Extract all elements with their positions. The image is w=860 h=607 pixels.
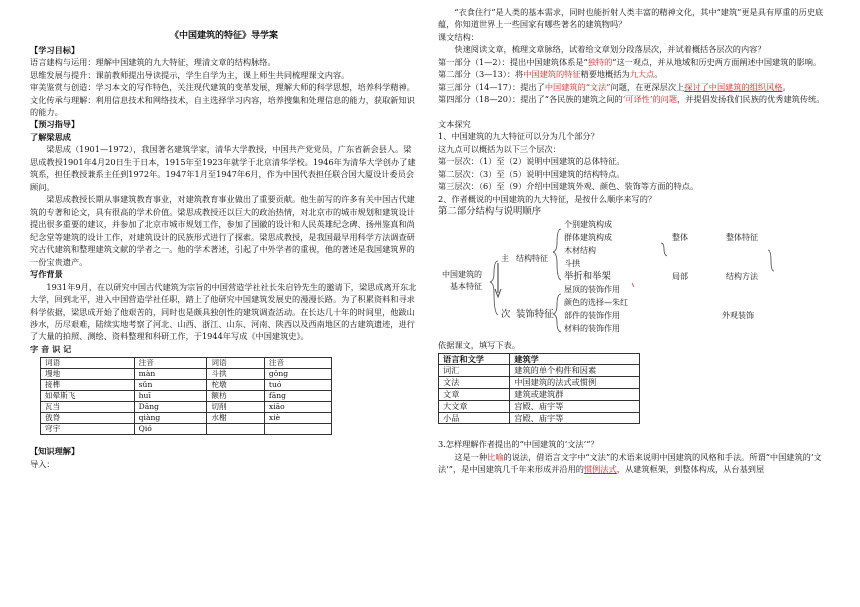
part-4 xyxy=(438,93,836,105)
table-cell: 文章 xyxy=(439,388,510,400)
table-cell: 切削 xyxy=(207,402,265,413)
intro-label: 导入： xyxy=(30,458,55,469)
question-2: 2、作者概说的中国建筑的九大特征，是按什么顺序来写的？ xyxy=(438,193,657,204)
diagram-item: 斗拱 xyxy=(564,259,580,269)
diagram-item: 个别建筑构成 xyxy=(564,220,612,230)
table-cell: 建筑的单个构件和因素 xyxy=(510,365,640,377)
diagram-lines xyxy=(438,205,836,339)
text: 精要地概括为 xyxy=(580,69,630,80)
table-cell: 词语 xyxy=(207,358,265,369)
diagram-struct: 结构特征 xyxy=(516,254,548,264)
structure-heading: 课文结构： xyxy=(438,31,479,42)
diagram-method: 结构方法 xyxy=(726,272,758,282)
table-cell xyxy=(207,424,265,435)
table-cell: 穹宇 xyxy=(41,424,135,435)
goal-item: 思维发展与提升：课前教师提出导读提示，学生自学为主，课上师生共同梳理课文内容。 xyxy=(30,69,350,80)
spacer xyxy=(438,424,836,438)
table-cell: 斗拱 xyxy=(207,369,265,380)
table-cell: 戗脊 xyxy=(41,413,135,424)
table-cell: 注音 xyxy=(134,358,207,369)
goal-item: 审美鉴赏与创造：学习本文的写作特色，关注现代建筑的变革发展，理解大师的科学思想，培养科学精神。 xyxy=(30,82,415,93)
diagram-item: 木材结构 xyxy=(564,246,596,256)
table-cell: qiàng xyxy=(134,413,207,424)
page-title: 《中国建筑的特征》导学案 xyxy=(169,31,278,41)
level-1: 第一层次：（1）至（2）说明中国建筑的总体特征。 xyxy=(438,156,625,167)
left-column xyxy=(30,0,418,470)
table-cell: xiāo xyxy=(264,402,331,413)
diagram-item: 群体建筑构成 xyxy=(564,233,612,243)
text: ，从建筑框架，到整体构成，从台基到屋 xyxy=(616,464,765,475)
diagram-outer: 外观装饰 xyxy=(722,311,754,321)
level-3: 第三层次：（6）至（9）介绍中国建筑外观、颜色、装饰等方面的特点。 xyxy=(438,181,699,192)
diagram-sub: 次 xyxy=(501,309,511,321)
answer-3 xyxy=(438,451,836,476)
table-cell: 建筑学 xyxy=(510,353,640,365)
table-cell: gǒng xyxy=(264,369,331,380)
table-cell: 词语 xyxy=(41,358,135,369)
table-cell: 如晕斯飞 xyxy=(41,391,135,402)
table-cell: 水榭 xyxy=(207,413,265,424)
spacer xyxy=(438,106,836,118)
diagram-item: 举折和举架 xyxy=(564,271,611,283)
text: 这是一种 xyxy=(454,451,488,462)
highlight: 中国建筑的“文法” xyxy=(544,81,611,92)
diagram-item: 材料的装饰作用 xyxy=(564,324,620,334)
author-heading: 了解梁思成 xyxy=(30,131,71,142)
table-cell: 中国建筑的法式或惯例 xyxy=(510,377,640,389)
vocab-table xyxy=(40,357,332,435)
diagram-item: 屋顶的装饰作用 xyxy=(564,285,620,295)
text: 问题，在更深层次上 xyxy=(610,81,685,92)
diagram-item: 颜色的选择—朱红 xyxy=(564,298,628,308)
text: 。 xyxy=(782,81,791,92)
diagram-title: 第二部分结构与说明顺序 xyxy=(438,206,542,218)
table-row xyxy=(41,402,332,413)
text: 第二部分（3—13）：将 xyxy=(438,69,524,80)
table-cell: sǔn xyxy=(134,380,207,391)
right-column xyxy=(438,6,836,476)
table-row xyxy=(41,369,332,380)
diagram-part: 局部 xyxy=(672,272,688,282)
answer-1: 这九点可以概括为以下三个层次： xyxy=(438,143,561,154)
table-row xyxy=(41,391,332,402)
background-heading: 写作背景 xyxy=(30,269,63,280)
table-row xyxy=(41,424,332,435)
text: 第一部分（1—2）：提出中国建筑体系是“ xyxy=(438,56,588,67)
vocab-heading: 字 音 识 记 xyxy=(30,343,72,354)
goal-item: 语言建构与运用：理解中国建筑的九大特征，理清文章的结构脉络。 xyxy=(30,57,276,68)
table-cell: 柁墩 xyxy=(207,380,265,391)
background-paragraph: 1931年9月，在以研究中国古代建筑为宗旨的中国营造学社社长朱启钤先生的邀请下，梁思成离开东北大学，回到北平，进入中国营造学社任职，踏上了他研究中国建筑发展史的漫漫长路。为了积累资料和寻求科学依据，梁思成开始了他艰苦的，同时也是颇具独创性的建筑调查活动。在长达几十年的时间里，他跋山涉水，历尽艰难，陆续实地考察了河北、山西、浙江、山东、河南、陕西以及西南地区的古建筑遗迹，进行了大量的拍照、测绘、资料整理和科研工作，于1944年写成《中国建筑史》。 xyxy=(30,281,417,342)
table-cell: huī xyxy=(134,391,207,402)
text: 的说法，借语言文字中“文法”的术语来说明中国建筑的风格和手法。所谓“中国建筑的‘文法’”，是中国建筑几千年来形成并沿用的 xyxy=(438,451,822,475)
diagram-whole: 整体 xyxy=(672,233,688,243)
table-cell xyxy=(264,424,331,435)
table-cell: 小品 xyxy=(439,412,510,424)
author-paragraph: 梁思成教授长期从事建筑教育事业，对建筑教育事业做出了重要贡献。他生前写的许多有关中国古代建筑的专著和论文，具有很高的学术价值。梁思成教授还以巨大的政治热情，对北京市的城市规划和建筑设计提出很多重要的建议，并参加了北京市城市规划工作，参加了国徽的设计和人民英雄纪念碑、扬州鉴真和尚纪念堂等建筑的设计工作，对建筑设计的民族形式进行了探索。梁思成教授，是我国最早用科学方法调查研究古代建筑和整理建筑文献的学者之一。他的学术著述，引起了中外学者的重视，他的著述是我国建筑界的一份宝贵遗产。 xyxy=(30,194,415,267)
table-row xyxy=(439,377,640,389)
diagram-root-1: 中国建筑的 xyxy=(442,270,482,280)
table-cell: 额枋 xyxy=(207,391,265,402)
table-cell: 宫殿、庙宇等 xyxy=(510,400,640,412)
explore-heading: 文本探究 xyxy=(438,118,471,129)
table-cell: 接榫 xyxy=(41,380,135,391)
goal-item: 文化传承与理解：利用信息技术和网络技术，自主选择学习内容，培养搜集和处理信息的能力，获取新知识的能力。 xyxy=(30,94,415,118)
highlight: 独特的 xyxy=(587,56,613,67)
text: ”这一观点，并从地域和历史两方面阐述中国建筑的影响。 xyxy=(612,56,822,67)
highlight: 探讨了中国建筑的组织风格 xyxy=(684,81,783,92)
author-paragraph: 梁思成（1901—1972），我国著名建筑学家，清华大学教授，中国共产党党员，广东省新会县人。梁思成教授1901年4月20日生于日本，1915年至1923年就学于北京清华学校。1946年为清华大学创办了建筑系，担任教授兼系主任到1972年。1947年1月至1947年6月，作为中国代表担任联合国大厦设计委员会顾问。 xyxy=(30,144,416,192)
spacer xyxy=(30,435,418,445)
text: 。 xyxy=(654,69,663,80)
table-cell: 墁地 xyxy=(41,369,135,380)
preview-heading: 【预习指导】 xyxy=(30,119,80,130)
table-cell: 注音 xyxy=(264,358,331,369)
intro-paragraph: “衣食住行”是人类的基本需求，同时也能折射人类丰富的精神文化，其中“建筑”更是具有厚重的历史底蕴，你知道世界上一些国家有哪些著名的建筑物吗？ xyxy=(438,7,824,30)
level-2: 第二层次：（3）至（5）说明中国建筑的结构特点。 xyxy=(438,168,625,179)
table-row xyxy=(41,413,332,424)
table-cell: màn xyxy=(134,369,207,380)
table-row xyxy=(439,400,640,412)
table-row xyxy=(439,412,640,424)
table-row xyxy=(439,365,640,377)
table-cell: Dāng xyxy=(134,402,207,413)
understand-heading: 【知识理解】 xyxy=(30,446,80,457)
text: 第三部分（14—17）：提出了 xyxy=(438,81,545,92)
diagram-item: 部件的装饰作用 xyxy=(564,311,620,321)
highlight: 九大点 xyxy=(629,69,655,80)
table-row xyxy=(439,388,640,400)
diagram-whole-feature: 整体特征 xyxy=(726,233,758,243)
table-row xyxy=(439,353,640,365)
highlight: 比喻 xyxy=(487,451,504,462)
part-3 xyxy=(438,81,836,93)
table-cell: Qió xyxy=(134,424,207,435)
table-cell: 大文章 xyxy=(439,400,510,412)
part-2 xyxy=(438,68,836,80)
goals-heading: 【学习目标】 xyxy=(30,44,80,55)
table-cell: fāng xyxy=(264,391,331,402)
diagram-root-2: 基本特征 xyxy=(450,282,482,292)
table-row xyxy=(41,380,332,391)
table-cell: tuó xyxy=(264,380,331,391)
highlight: 中国建筑的特征 xyxy=(523,69,581,80)
highlight: ‘可译性’的问题 xyxy=(622,94,678,105)
table-cell: 建筑或建筑群 xyxy=(510,388,640,400)
diagram-main: 主 xyxy=(501,254,509,264)
part-1 xyxy=(438,56,836,68)
table-cell: 词汇 xyxy=(439,365,510,377)
fill-instruction: 依据课文，填写下表。 xyxy=(438,340,520,351)
table-cell: 宫殿、庙宇等 xyxy=(510,412,640,424)
language-table xyxy=(438,353,640,425)
structure-diagram xyxy=(438,205,836,339)
highlight: 惯例法式 xyxy=(583,464,617,475)
text: ，并提倡发扬我们民族的优秀建筑传统。 xyxy=(677,94,825,105)
text: 第四部分（18—20）：提出了“各民族的建筑之间的 xyxy=(438,94,623,105)
table-row xyxy=(41,358,332,369)
structure-prompt: 快速阅读文章，梳理文章脉络，试着给文章划分段落层次，并试着概括各层次的内容？ xyxy=(454,44,766,55)
question-1: 1、中国建筑的九大特征可以分为几个部分？ xyxy=(438,131,599,142)
table-cell: 语言和文学 xyxy=(439,353,510,365)
table-cell: 文法 xyxy=(439,377,510,389)
diagram-deco: 装饰特征 xyxy=(516,309,554,321)
question-3: 3.怎样理解作者提出的“中国建筑的‘文法’”？ xyxy=(438,439,599,450)
table-cell: 瓦当 xyxy=(41,402,135,413)
table-cell: xiè xyxy=(264,413,331,424)
